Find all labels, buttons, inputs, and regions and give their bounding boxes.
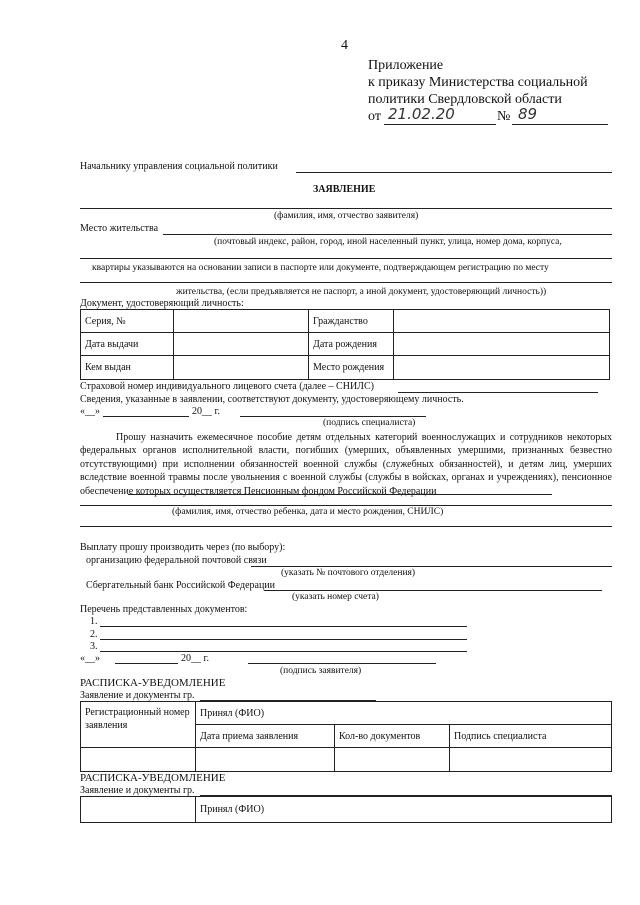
appendix-line-1: Приложение (368, 58, 444, 73)
id-birth-date-field[interactable] (394, 333, 610, 356)
applicant-name-line[interactable] (80, 208, 612, 209)
appendix-line-2: к приказу Министерства социальной (368, 75, 588, 90)
specialist-sign-line[interactable] (240, 416, 426, 417)
bank-account-line[interactable] (264, 590, 602, 591)
docs-item-3-number: 3. (90, 641, 98, 652)
receipt-1-reg-number-label: Регистрационный номер заявления (81, 702, 196, 748)
child-line-2[interactable] (80, 526, 612, 527)
id-birth-place-field[interactable] (394, 356, 610, 380)
id-issue-date-label: Дата выдачи (81, 333, 174, 356)
receipt-2-table (80, 796, 612, 823)
receipt-1-subtitle: Заявление и документы гр. (80, 690, 195, 701)
id-citizenship-label: Гражданство (309, 310, 394, 333)
id-citizenship-field[interactable] (394, 310, 610, 333)
date-year-1: 20__ г. (192, 406, 220, 417)
payout-post-option[interactable]: организацию федеральной почтовой связи (86, 555, 267, 566)
address-line-2[interactable] (80, 258, 612, 259)
id-issued-by-field[interactable] (174, 356, 309, 380)
date-year-2: 20__ г. (181, 653, 209, 664)
receipt-2-reg-number-field[interactable] (81, 797, 196, 823)
child-line[interactable] (80, 505, 612, 506)
id-series-field[interactable] (174, 310, 309, 333)
appendix-date-line (384, 124, 496, 125)
id-doc-table (80, 309, 610, 380)
id-issue-date-field[interactable] (174, 333, 309, 356)
appendix-line-3: политики Свердловской области (368, 92, 562, 107)
receipt-1-accept-date-field[interactable] (196, 748, 335, 772)
appendix-number-prefix: № (497, 109, 511, 124)
request-end-line[interactable] (128, 494, 552, 495)
receipt-1-accepted-label: Принял (ФИО) (196, 702, 612, 725)
docs-item-1-number: 1. (90, 616, 98, 627)
page-number: 4 (341, 38, 348, 53)
receipt-2-title: РАСПИСКА-УВЕДОМЛЕНИЕ (80, 772, 226, 784)
payout-bank-option[interactable]: Сбергательный банк Российской Федерации (86, 580, 275, 591)
appendix-number-value: 89 (518, 105, 538, 123)
date-day-1: «__» (80, 406, 100, 417)
bank-account-hint: (указать номер счета) (292, 592, 379, 602)
residence-label: Место жительства (80, 223, 159, 234)
receipt-1-table (80, 701, 612, 772)
id-birth-date-label: Дата рождения (309, 333, 394, 356)
docs-item-1-line[interactable] (100, 626, 467, 627)
snils-line[interactable] (398, 392, 598, 393)
specialist-sign-hint: (подпись специалиста) (323, 418, 416, 428)
appendix-number-line (512, 124, 608, 125)
request-paragraph: Прошу назначить ежемесячное пособие детям отдельных категорий военнослужащих и сотрудников некоторых федеральных органов исполнительной власти, погибших (умерших, объявленных умершими, признанных безвестно отсутствующими) при исполнении обязанностей военной службы (служебных обязанностей), и детям лиц, умерших вследствие военной травмы после увольнения с военной службы (службы в войсках, органах и учреждениях), пенсионное обеспечение которых осуществляется Пенсионным фондом Российской Федерации (80, 432, 612, 497)
residence-line[interactable] (163, 234, 612, 235)
confirm-text: Сведения, указанные в заявлении, соответствуют документу, удостоверяющему личность. (80, 394, 464, 405)
date-month-line-1[interactable] (103, 416, 189, 417)
receipt-1-spec-sign-field[interactable] (450, 748, 612, 772)
address-hint-3: жительства, (если предъявляется не паспорт, а иной документ, удостоверяющий личность)) (176, 287, 547, 297)
receipt-1-docs-count-label: Кол-во документов (335, 725, 450, 748)
id-issued-by-label: Кем выдан (81, 356, 174, 380)
receipt-1-accept-date-label: Дата приема заявления (196, 725, 335, 748)
id-series-label: Серия, № (81, 310, 174, 333)
address-hint: (почтовый индекс, район, город, иной населенный пункт, улица, номер дома, корпуса, (214, 237, 562, 247)
docs-item-2-number: 2. (90, 629, 98, 640)
child-hint: (фамилия, имя, отчество ребенка, дата и место рождения, СНИЛС) (172, 507, 444, 517)
post-office-hint: (указать № почтового отделения) (281, 568, 416, 578)
appendix-date-value: 21.02.20 (388, 105, 455, 123)
applicant-sign-hint: (подпись заявителя) (280, 666, 362, 676)
receipt-1-spec-sign-label: Подпись специалиста (450, 725, 612, 748)
receipt-2-subtitle: Заявление и документы гр. (80, 785, 195, 796)
receipt-2-accepted-label: Принял (ФИО) (196, 797, 612, 823)
document-title: ЗАЯВЛЕНИЕ (313, 184, 376, 195)
payout-label: Выплату прошу производить через (по выбору): (80, 542, 286, 553)
date-day-2: «__» (80, 653, 100, 664)
addressee-label: Начальнику управления социальной политики (80, 161, 278, 172)
docs-item-2-line[interactable] (100, 639, 467, 640)
snils-label: Страховой номер индивидуального лицевого счета (далее – СНИЛС) (80, 381, 374, 392)
applicant-sign-line[interactable] (248, 663, 436, 664)
address-hint-2: квартиры указываются на основании записи в паспорте или документе, подтверждающем регистрацию по месту (92, 263, 549, 273)
post-office-line[interactable] (251, 566, 612, 567)
docs-item-3-line[interactable] (100, 651, 467, 652)
applicant-name-hint: (фамилия, имя, отчество заявителя) (274, 211, 419, 221)
appendix-date-prefix: от (368, 109, 381, 124)
id-birth-place-label: Место рождения (309, 356, 394, 380)
receipt-1-reg-number-field[interactable] (81, 748, 196, 772)
receipt-1-title: РАСПИСКА-УВЕДОМЛЕНИЕ (80, 677, 226, 689)
address-line-3[interactable] (80, 282, 612, 283)
date-month-line-2[interactable] (115, 663, 178, 664)
docs-label: Перечень представленных документов: (80, 604, 248, 615)
addressee-line[interactable] (296, 172, 612, 173)
receipt-1-docs-count-field[interactable] (335, 748, 450, 772)
id-doc-label: Документ, удостоверяющий личность: (80, 298, 244, 309)
